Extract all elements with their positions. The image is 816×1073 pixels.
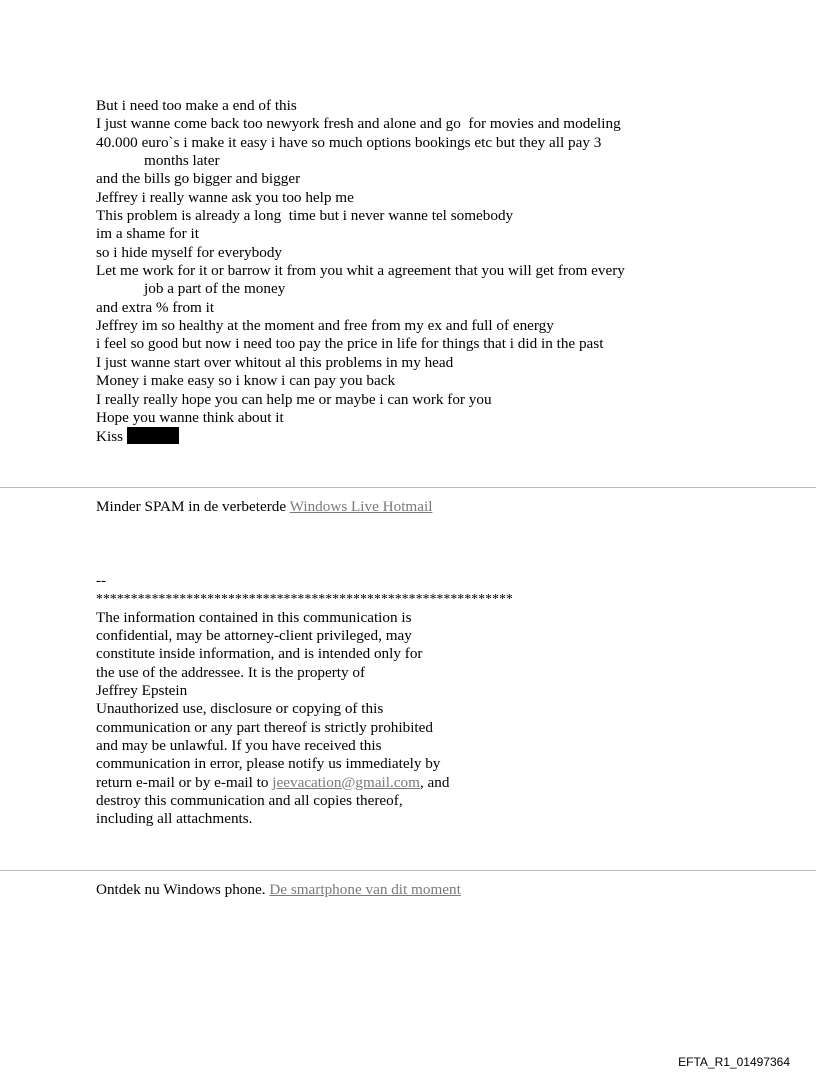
disclaimer-line: Unauthorized use, disclosure or copying of this (96, 700, 384, 718)
message-line: I really really hope you can help me or maybe i can work for you (96, 390, 492, 408)
redaction-box (127, 427, 179, 444)
hotmail-promo-text: Minder SPAM in de verbeterde (96, 498, 290, 515)
message-line: and extra % from it (96, 298, 215, 316)
signoff-text: Kiss (96, 428, 124, 446)
signoff-line (96, 427, 696, 446)
message-line: This problem is already a long time but i never wanne tel somebody (96, 207, 514, 225)
message-line: im a shame for it (96, 225, 199, 243)
disclaimer-line: including all attachments. (96, 810, 253, 828)
hotmail-link[interactable]: Windows Live Hotmail (289, 498, 433, 515)
message-line: job a part of the money (144, 280, 286, 298)
signature-dashes: -- (96, 572, 107, 589)
disclaimer-line: and may be unlawful. If you have received this (96, 737, 382, 755)
disclaimer-line: communication in error, please notify us immediately by (96, 755, 441, 773)
disclaimer-line: communication or any part thereof is strictly prohibited (96, 718, 433, 736)
disclaimer-line: constitute inside information, and is intended only for (96, 645, 423, 663)
disclaimer-line (96, 774, 656, 792)
message-line: Jeffrey i really wanne ask you too help me (96, 188, 354, 206)
smartphone-link[interactable]: De smartphone van dit moment (269, 881, 461, 898)
asterisk-separator: ************************************************************ (96, 591, 513, 607)
message-line: 40.000 euro`s i make it easy i have so much options bookings etc but they all pay 3 (96, 133, 602, 151)
divider-bottom (0, 870, 816, 871)
message-line: Let me work for it or barrow it from you whit a agreement that you will get from every (96, 262, 625, 280)
windows-phone-promo-text: Ontdek nu Windows phone. (96, 881, 270, 898)
disclaimer-line: The information contained in this communication is (96, 608, 412, 626)
document-id: EFTA_R1_01497364 (678, 1055, 790, 1069)
message-line: Hope you wanne think about it (96, 408, 284, 426)
message-line: and the bills go bigger and bigger (96, 170, 301, 188)
disclaimer-line: the use of the addressee. It is the property of (96, 663, 366, 681)
message-line: so i hide myself for everybody (96, 243, 283, 261)
disclaimer-text: return e-mail or by e-mail to (96, 773, 273, 791)
message-line: I just wanne come back too newyork fresh and alone and go for movies and modeling (96, 115, 621, 133)
message-line: Money i make easy so i know i can pay you back (96, 372, 396, 390)
disclaimer-line: destroy this communication and all copies thereof, (96, 792, 403, 810)
message-line: i feel so good but now i need too pay the price in life for things that i did in the past (96, 335, 604, 353)
email-body (96, 97, 696, 447)
message-line: But i need too make a end of this (96, 97, 297, 114)
disclaimer-line: Jeffrey Epstein (96, 682, 188, 700)
disclaimer-text: , and (419, 773, 450, 791)
message-line: Jeffrey im so healthy at the moment and free from my ex and full of energy (96, 317, 554, 335)
message-line: I just wanne start over whitout al this problems in my head (96, 353, 454, 371)
email-link[interactable]: jeevacation@gmail.com (272, 773, 420, 791)
message-line: months later (144, 152, 220, 170)
confidentiality-disclaimer (96, 572, 656, 829)
disclaimer-line: confidential, may be attorney-client privileged, may (96, 627, 412, 645)
hotmail-promo (96, 498, 432, 516)
divider-top (0, 487, 816, 488)
windows-phone-promo (96, 881, 461, 899)
